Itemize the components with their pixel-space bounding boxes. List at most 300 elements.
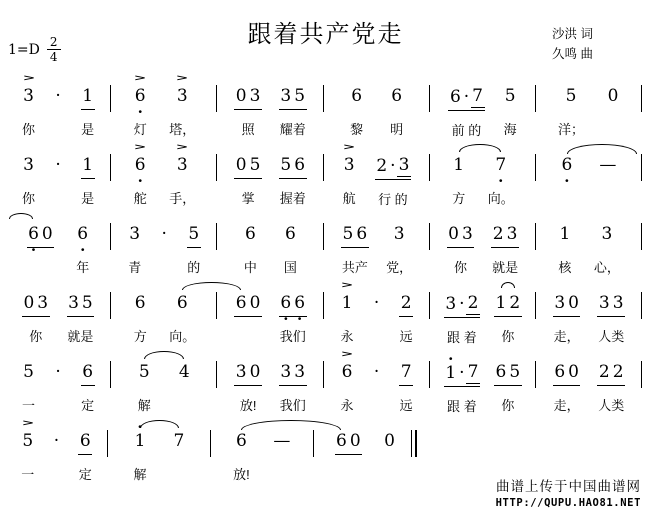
octave-dot-low: ·	[137, 172, 143, 190]
lyric: 人类	[598, 398, 625, 413]
lyric: 向。	[487, 191, 514, 206]
note-group	[175, 293, 189, 317]
octave-dot-low: ·	[137, 103, 143, 121]
beat	[177, 362, 191, 411]
accent-mark: >	[175, 73, 189, 84]
measure	[536, 346, 642, 415]
note-digit: ·	[463, 87, 470, 107]
key-label: 1=D	[8, 41, 40, 58]
note-digit: 6 ·	[561, 155, 573, 190]
note-digit: 6 ·	[294, 293, 306, 328]
lyric: 海	[503, 122, 517, 137]
note-digit: 7	[173, 431, 185, 451]
beat	[133, 73, 147, 137]
note-group	[335, 431, 363, 455]
measure	[111, 139, 217, 208]
octave-dot-high: ·	[448, 350, 454, 368]
note-digit: ·	[459, 363, 465, 383]
note-digit: ·	[373, 293, 380, 313]
measure	[324, 70, 430, 139]
note-digit: 1	[559, 224, 571, 244]
time-signature	[47, 36, 61, 63]
note-digit: 1 >	[340, 280, 354, 313]
note-digit: 6	[391, 86, 403, 106]
beat	[169, 142, 196, 206]
lyric: 永	[340, 398, 354, 413]
note-group	[235, 431, 249, 455]
note-group	[444, 350, 480, 387]
note-group	[160, 224, 168, 248]
lyric: 是	[81, 122, 95, 137]
note-digit: ·	[55, 155, 61, 175]
lyric: 握着	[279, 191, 306, 206]
note-digit: 5	[565, 86, 577, 106]
beat	[375, 155, 411, 205]
key-signature	[8, 36, 61, 63]
note-digit: 6	[236, 431, 247, 451]
beat	[234, 155, 262, 204]
beat	[81, 86, 95, 135]
beat	[444, 350, 480, 414]
lyric: 我们	[279, 398, 306, 413]
note-group	[67, 293, 95, 317]
note-digit: 5	[280, 155, 292, 175]
measure	[324, 277, 430, 346]
beat	[284, 224, 298, 273]
measure	[324, 139, 430, 208]
note-group	[491, 224, 519, 248]
beat	[81, 362, 95, 411]
note-group	[279, 293, 307, 328]
note-digit: 3 >	[22, 73, 35, 106]
lyric: 耀着	[279, 122, 306, 137]
note-group	[234, 293, 262, 317]
lyric: 走，	[553, 329, 580, 344]
note-digit: 0	[249, 362, 261, 382]
accent-mark: >	[133, 73, 147, 84]
octave-dot-low: ·	[297, 310, 303, 328]
lyric: 永	[340, 329, 354, 344]
note-digit: —	[273, 431, 291, 451]
note-group	[22, 293, 50, 317]
note-group	[22, 73, 36, 110]
lyric: 向。	[169, 329, 196, 344]
note-digit: 6 ·	[28, 224, 39, 259]
measure	[5, 208, 111, 277]
note-group	[597, 293, 625, 317]
note-digit: 1	[82, 155, 94, 175]
lyric: 中	[243, 260, 257, 275]
beat	[22, 362, 36, 411]
beat	[137, 362, 151, 411]
beat	[444, 293, 480, 343]
beat	[494, 293, 522, 342]
beat	[67, 293, 95, 342]
note-digit: 7	[472, 86, 483, 106]
note-digit: 3	[554, 293, 566, 313]
beat	[553, 293, 581, 342]
score-line-3	[5, 208, 642, 277]
beat	[22, 293, 50, 342]
note-digit: 5	[509, 362, 521, 382]
footer	[496, 475, 641, 509]
time-signature-numerator: 2	[47, 36, 61, 50]
note-digit: 0	[384, 431, 395, 451]
note-digit: 0	[235, 155, 247, 175]
lyric: 一	[21, 467, 35, 482]
note-group	[133, 73, 147, 121]
beat	[399, 293, 413, 342]
note-digit: 3	[398, 155, 410, 175]
lyric: 照	[241, 122, 255, 137]
note-group	[598, 155, 618, 179]
note-group	[553, 362, 581, 386]
note-digit: 0	[448, 224, 459, 244]
note-group	[340, 280, 354, 317]
lyric: 灯	[133, 122, 147, 137]
measure	[536, 139, 642, 208]
note-group	[372, 362, 380, 386]
note-group	[133, 293, 147, 317]
note-group	[137, 362, 151, 386]
beat	[386, 224, 412, 273]
note-digit: 5	[342, 224, 354, 244]
measure	[324, 208, 430, 277]
lyric: 掌	[241, 191, 255, 206]
note-group	[27, 224, 55, 259]
beat	[597, 293, 625, 342]
note-group	[279, 86, 307, 110]
note-digit: 4	[178, 362, 190, 382]
note-digit: 3	[393, 224, 405, 244]
note-digit: 6	[495, 362, 507, 382]
note-digit: 3	[280, 86, 292, 106]
note-group	[78, 431, 92, 455]
lyric: 走，	[553, 398, 580, 413]
lyric: 明	[390, 122, 404, 137]
score-line-5	[5, 346, 642, 415]
measure	[108, 415, 211, 484]
beat	[335, 431, 363, 480]
lyric: 共产	[341, 260, 368, 275]
lyric: 行 的	[378, 192, 408, 207]
note-group	[340, 349, 354, 386]
lyric: 方	[452, 191, 466, 206]
note-digit: ·	[161, 224, 167, 244]
note-group	[81, 155, 95, 179]
note-digit: 5	[23, 362, 34, 382]
note-digit: 5	[81, 293, 93, 313]
note-digit: 3	[461, 224, 473, 244]
note-group	[350, 86, 364, 110]
accent-mark: >	[340, 280, 354, 291]
beat	[158, 224, 170, 273]
accent-mark: >	[342, 142, 356, 153]
lyric: 党，	[386, 260, 413, 275]
beat	[169, 73, 196, 137]
beat	[52, 155, 64, 204]
note-digit: 3	[37, 293, 49, 313]
note-digit: 6	[294, 155, 306, 175]
lyric: 一	[22, 398, 36, 413]
lyric: 洋；	[557, 122, 584, 137]
note-group	[494, 362, 522, 386]
note-digit: 1	[495, 293, 507, 313]
lyric: 我们	[279, 329, 306, 344]
lyric: 核	[558, 260, 572, 275]
beat	[447, 224, 475, 273]
note-group	[234, 155, 262, 179]
measure	[5, 70, 111, 139]
measure	[430, 70, 536, 139]
measure	[536, 277, 642, 346]
lyric: 就是	[67, 329, 94, 344]
beat	[371, 293, 383, 342]
accent-mark: >	[175, 142, 189, 153]
measure	[111, 277, 217, 346]
lyric: 的	[187, 260, 201, 275]
note-digit: 6 ·	[280, 293, 292, 328]
beat	[553, 362, 581, 411]
note-group	[177, 362, 191, 386]
beat	[187, 224, 201, 273]
note-digit: ·	[373, 362, 380, 382]
lyric: 远	[399, 329, 413, 344]
lyric: 解	[137, 398, 151, 413]
note-digit: 3	[129, 224, 141, 244]
beat	[279, 86, 307, 135]
lyric: 放!	[239, 398, 257, 413]
note-digit: 6	[449, 87, 461, 107]
lyric: 放!	[233, 467, 250, 482]
lyric: 航	[342, 191, 356, 206]
note-group	[383, 431, 397, 455]
note-digit: 5	[294, 86, 306, 106]
note-digit: 5 >	[21, 418, 35, 451]
beat	[52, 362, 64, 411]
note-digit: 3	[249, 86, 261, 106]
note-digit: 3	[235, 362, 247, 382]
measure	[536, 208, 642, 277]
note-group	[452, 155, 466, 179]
note-digit: 1	[453, 155, 465, 175]
beat	[133, 418, 147, 482]
measure	[314, 415, 417, 484]
note-digit: 3 >	[342, 142, 356, 175]
beat	[558, 86, 584, 135]
note-digit: 6 > ·	[133, 142, 147, 190]
footer-url: HTTP://QUPU.HAO81.NET	[495, 497, 641, 509]
note-digit: 6	[554, 362, 566, 382]
note-digit: 6	[134, 293, 146, 313]
beat	[50, 431, 62, 480]
note-group	[54, 362, 62, 386]
lyric: 远	[399, 398, 413, 413]
note-group	[558, 224, 572, 248]
accent-mark: >	[22, 73, 35, 84]
note-digit: 3 >	[175, 73, 189, 106]
credits	[552, 24, 593, 64]
beat	[390, 86, 404, 135]
lyric: 青	[128, 260, 142, 275]
measure	[217, 70, 323, 139]
beat	[488, 155, 514, 204]
beat	[234, 293, 262, 342]
beat	[27, 224, 55, 273]
note-group	[279, 155, 307, 179]
note-digit: 6	[245, 224, 256, 244]
beat	[133, 293, 147, 342]
measure	[217, 346, 323, 415]
note-group	[372, 293, 380, 317]
note-group	[175, 73, 189, 110]
beat	[371, 362, 383, 411]
note-digit: 2	[612, 362, 624, 382]
note-digit: 6	[176, 293, 188, 313]
note-digit: 0	[41, 224, 53, 244]
note-group	[21, 418, 35, 455]
note-group	[81, 362, 95, 386]
note-digit: 0	[568, 362, 579, 382]
beat	[172, 431, 186, 480]
line-spacer	[417, 415, 642, 484]
measure	[430, 346, 536, 415]
note-group	[187, 224, 201, 248]
beat	[81, 155, 95, 204]
lyric: 黎	[350, 122, 364, 137]
note-digit: 5	[188, 224, 200, 244]
time-signature-denominator: 4	[49, 50, 58, 64]
note-digit: 6 ·	[77, 224, 89, 259]
measure	[430, 208, 536, 277]
lyric: 心，	[593, 260, 620, 275]
beat	[503, 86, 517, 135]
note-digit: 6	[235, 293, 247, 313]
note-group	[341, 224, 369, 248]
note-digit: ·	[55, 86, 61, 106]
note-group	[597, 362, 625, 386]
octave-dot-low: ·	[498, 172, 504, 190]
note-digit: 3	[23, 155, 34, 175]
measure	[536, 70, 642, 139]
lyricist-credit: 沙洪 词	[552, 27, 593, 41]
beat	[22, 73, 36, 137]
note-group	[342, 142, 356, 179]
beat	[350, 86, 364, 135]
note-digit: 0	[607, 86, 619, 106]
beat	[279, 293, 307, 342]
beat	[279, 155, 307, 204]
note-digit: 5	[504, 86, 516, 106]
score-line-1	[5, 70, 642, 139]
note-group	[503, 86, 517, 110]
note-group	[81, 86, 95, 110]
note-digit: 0	[23, 293, 35, 313]
measure	[5, 277, 111, 346]
octave-dot-high: ·	[137, 418, 143, 436]
score-line-6	[5, 415, 642, 484]
lyric: 你	[22, 191, 36, 206]
measure	[324, 346, 430, 415]
octave-dot-low: ·	[80, 241, 86, 259]
note-digit: 6 >	[340, 349, 354, 382]
composer-credit: 久鸣 曲	[552, 47, 593, 61]
measure	[5, 346, 111, 415]
note-digit: ·	[53, 431, 60, 451]
note-digit: ·	[390, 156, 396, 176]
note-digit: 6	[285, 224, 296, 244]
note-digit: 0	[249, 293, 261, 313]
note-digit: 7	[467, 362, 479, 382]
note-digit: 6 > ·	[133, 73, 147, 121]
octave-dot-low: ·	[564, 172, 570, 190]
note-group	[244, 224, 258, 248]
lyric: 年	[76, 260, 90, 275]
octave-dot-low: ·	[30, 241, 37, 259]
note-digit: 3	[598, 293, 610, 313]
accent-mark: >	[21, 418, 35, 429]
lyric: 塔，	[169, 122, 196, 137]
beat	[597, 362, 625, 411]
note-digit: 1	[82, 86, 94, 106]
note-digit: ·	[459, 294, 465, 314]
lyric: 你	[453, 260, 467, 275]
beat	[448, 86, 484, 136]
note-digit: 1 ·	[134, 418, 146, 451]
note-group	[279, 362, 307, 386]
beat	[594, 224, 620, 273]
note-group	[284, 224, 298, 248]
beat	[279, 362, 307, 411]
note-group	[399, 293, 413, 317]
measure	[5, 139, 111, 208]
note-digit: 3	[612, 293, 624, 313]
measure	[430, 277, 536, 346]
note-digit: 6	[351, 86, 363, 106]
lyric: 舵	[133, 191, 147, 206]
note-group	[392, 224, 406, 248]
beat	[78, 431, 92, 480]
lyric: 你	[22, 122, 36, 137]
beat	[399, 362, 413, 411]
note-digit: ·	[55, 362, 61, 382]
beat	[76, 224, 90, 273]
lyric: 你	[501, 398, 515, 413]
beat	[234, 362, 262, 411]
lyric: 前 的	[451, 123, 482, 138]
lyric: 你	[501, 329, 515, 344]
beat	[558, 224, 572, 273]
note-group	[444, 293, 480, 318]
measure	[111, 346, 217, 415]
note-digit: 3	[294, 362, 306, 382]
lyric: 手，	[169, 191, 196, 206]
beat	[21, 418, 35, 482]
note-digit: 3 >	[175, 142, 189, 175]
note-digit: —	[599, 155, 617, 175]
note-group	[399, 362, 413, 386]
lyric: 就是	[492, 260, 519, 275]
note-group	[54, 86, 62, 110]
note-group	[494, 155, 508, 190]
note-digit: 6	[356, 224, 368, 244]
beat	[233, 431, 250, 480]
note-group	[600, 224, 614, 248]
note-group	[447, 224, 475, 248]
note-group	[606, 86, 620, 110]
measure	[211, 415, 314, 484]
note-digit: 7	[400, 362, 412, 382]
